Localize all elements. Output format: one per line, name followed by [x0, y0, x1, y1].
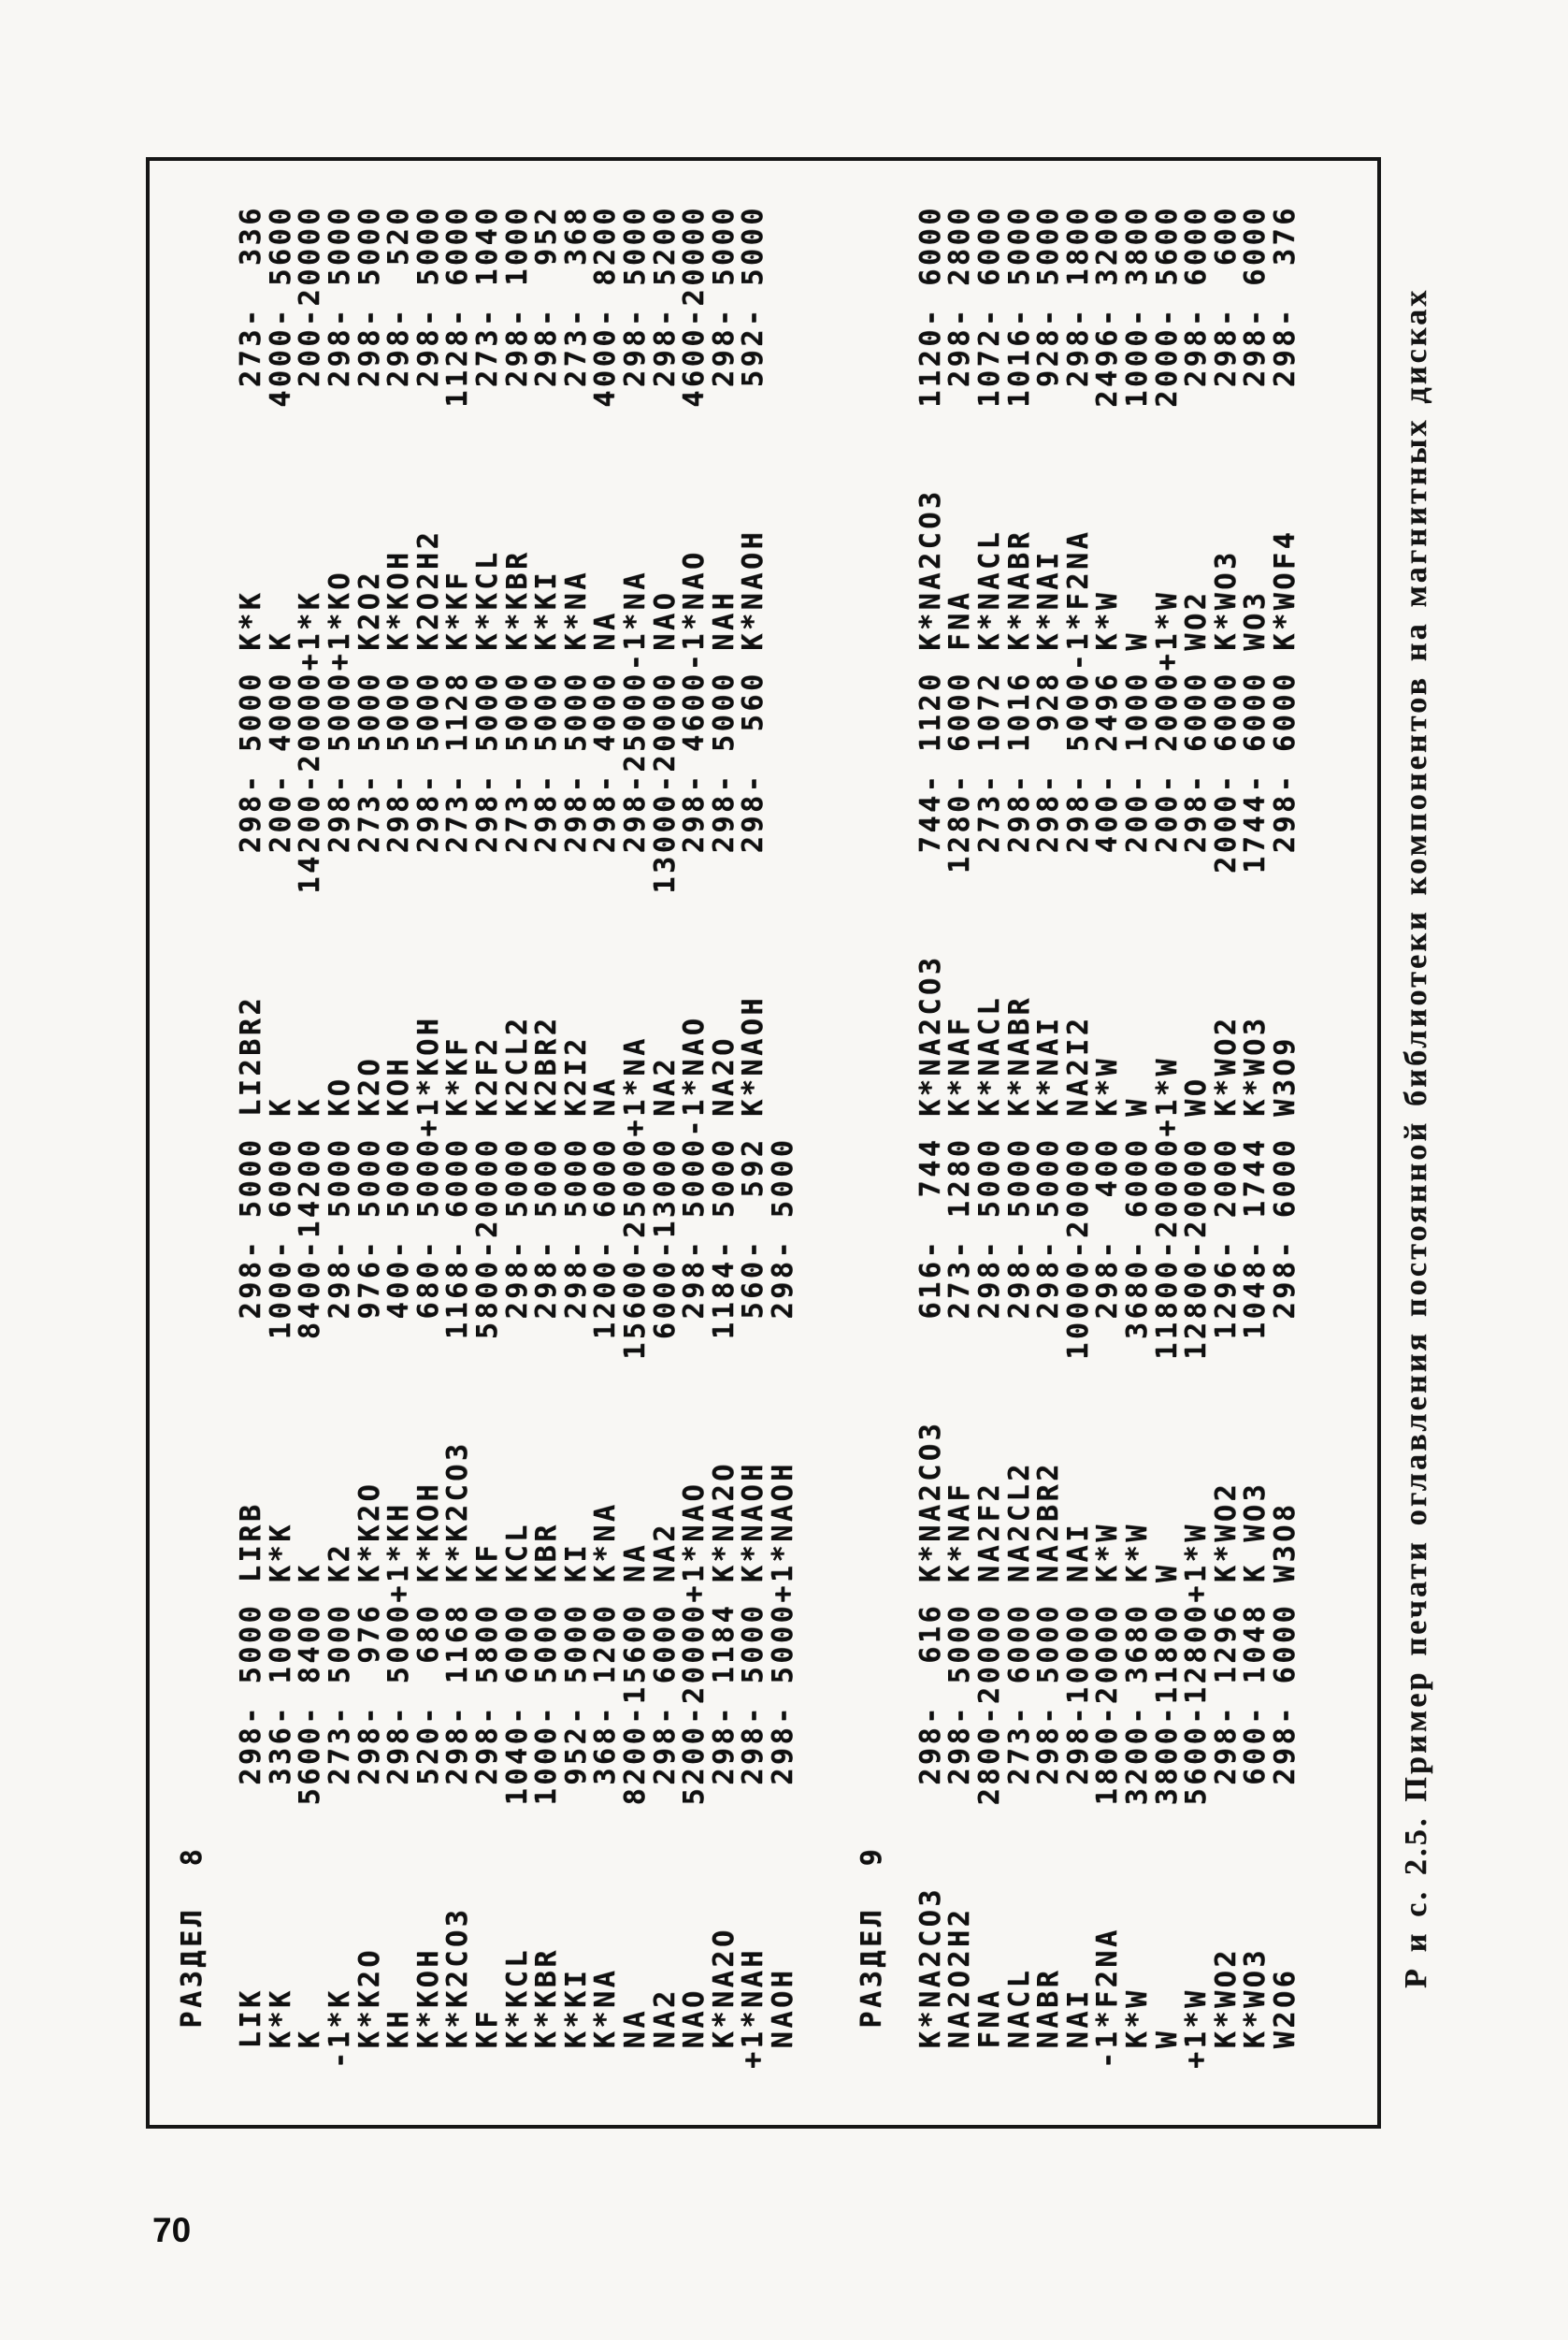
- figure-caption: Р и с. 2.5. Пример печати оглавления постоянной библиотеки компонентов на магнитных дисках: [1399, 287, 1433, 1988]
- table-row: -1*F2NA 1800-20000 K*W 298- 400 K*W 400- 2496 K*W 2496- 3200: [1091, 205, 1125, 2069]
- table-row: K*KCL 1040- 6000 KCL 298- 5000 K2CL2 273- 5000 K*KBR 298- 1000: [500, 205, 534, 2069]
- table-row: K*K 336- 1000 K*K 1000- 6000 K 200- 4000 K 4000- 5600: [264, 205, 297, 2069]
- table-row: K*KI 952- 5000 KI 298- 5000 K2I2 298- 5000 K*NA 273- 368: [559, 205, 593, 2069]
- table-row: NABR 298- 5000 NA2BR2 298- 5000 K*NAI 298- 928 K*NAI 928- 5000: [1032, 205, 1066, 2069]
- table-row: KF 298- 5800 KF 5800-20000 K2F2 298- 5000 K*KCL 273- 1040: [470, 205, 504, 2069]
- table-row: -1*K 273- 5000 K2 298- 5000 KO 298- 5000+1*KO 298- 5000: [323, 205, 356, 2069]
- section-label: РАЗДЕЛ 8: [176, 1845, 209, 2069]
- table-row: K*WO3 600- 1048 K WO3 1048- 1744 K*WO3 1744- 6000 WO3 298- 6000: [1239, 205, 1273, 2069]
- table-row: NAO 5200-20000+1*NAO 298- 5000-1*NAO 298- 4600-1*NAO 4600-20000: [678, 205, 712, 2069]
- table-row: K*NA2CO3 298- 616 K*NA2CO3 616- 744 K*NA2CO3 744- 1120 K*NA2CO3 1120- 6000: [913, 205, 947, 2069]
- table-row: K*NA2O 298- 1184 K*NA2O 1184- 5000 NA2O 298- 5000 NAH 298- 5000: [707, 205, 741, 2069]
- rotated-figure: [150, 161, 1487, 2125]
- table-row: K 5600- 8400 K 8400-14200 K 14200-20000+1*K 200-20000: [294, 205, 327, 2069]
- table-row: NA2O2H2 298- 5000 K*NAF 273- 1280 K*NAF 1280- 6000 FNA 298- 2800: [943, 205, 977, 2069]
- section-9: [857, 205, 1301, 2069]
- page-number: 70: [152, 2211, 192, 2249]
- table-row: NAOH 298- 5000+1*NAOH 298- 5000: [766, 205, 799, 2069]
- table-row: K*KBR 1000- 5000 KBR 298- 5000 K2BR2 298- 5000 K*KI 298- 952: [530, 205, 564, 2069]
- table-row: K*NA 368- 1200 K*NA 1200- 6000 NA 298- 4000 NA 4000- 8200: [589, 205, 623, 2069]
- table-row: NAI 298-10000 NAI 10000-20000 NA2I2 298- 5000-1*F2NA 298- 1800: [1061, 205, 1095, 2069]
- section-8: [178, 205, 798, 2069]
- table-row: NA 8200-15600 NA 15600-25000+1*NA 298-25000-1*NA 298- 5000: [618, 205, 652, 2069]
- table-row: K*K2O 298- 976 K*K2O 976- 5000 K2O 273- 5000 K2O2 298- 5000: [352, 205, 386, 2069]
- table-row: FNA 2800-20000 NA2F2 298- 5000 K*NACL 273- 1072 K*NACL 1072- 6000: [973, 205, 1007, 2069]
- table-row: K*WO2 298- 1296 K*WO2 1296- 2000 K*WO2 2000- 6000 K*WO3 298- 600: [1209, 205, 1243, 2069]
- table-row: NACL 273- 6000 NA2CL2 298- 5000 K*NABR 298- 1016 K*NABR 1016- 5000: [1002, 205, 1036, 2069]
- table-row: NA2 298- 6000 NA2 6000-13000 NA2 13000-20000 NAO 298- 5200: [648, 205, 682, 2069]
- table-row: K*K2CO3 298- 1168 K*K2CO3 1168- 6000 K*KF 273- 1128 K*KF 1128- 6000: [441, 205, 475, 2069]
- table-row: LIK 298- 5000 LIRB 298- 5000 LI2BR2 298- 5000 K*K 273- 336: [235, 205, 268, 2069]
- table-row: W 3800-11800 W 11800-20000+1*W 200- 2000+1*W 2000- 5600: [1150, 205, 1184, 2069]
- section-label: РАЗДЕЛ 9: [855, 1845, 888, 2069]
- table-row: KH 298- 5000+1*KH 400- 5000 KOH 298- 5000 K*KOH 298- 520: [382, 205, 416, 2069]
- table-row: +1*W 5600-12800+1*W 12800-20000 WO 298- 6000 WO2 298- 6000: [1180, 205, 1214, 2069]
- printout-listing: [178, 205, 1301, 2069]
- table-row: W2O6 298- 6000 W3O8 298- 6000 W3O9 298- 6000 K*WOF4 298- 376: [1268, 205, 1302, 2069]
- table-row: +1*NAH 298- 5000 K*NAOH 560- 592 K*NAOH 298- 560 K*NAOH 592- 5000: [737, 205, 770, 2069]
- table-row: K*KOH 520- 680 K*KOH 680- 5000+1*KOH 298- 5000 K2O2H2 298- 5000: [411, 205, 445, 2069]
- table-row: K*W 3200- 3680 K*W 3680- 6000 W 200- 1000 W 1000- 3800: [1121, 205, 1154, 2069]
